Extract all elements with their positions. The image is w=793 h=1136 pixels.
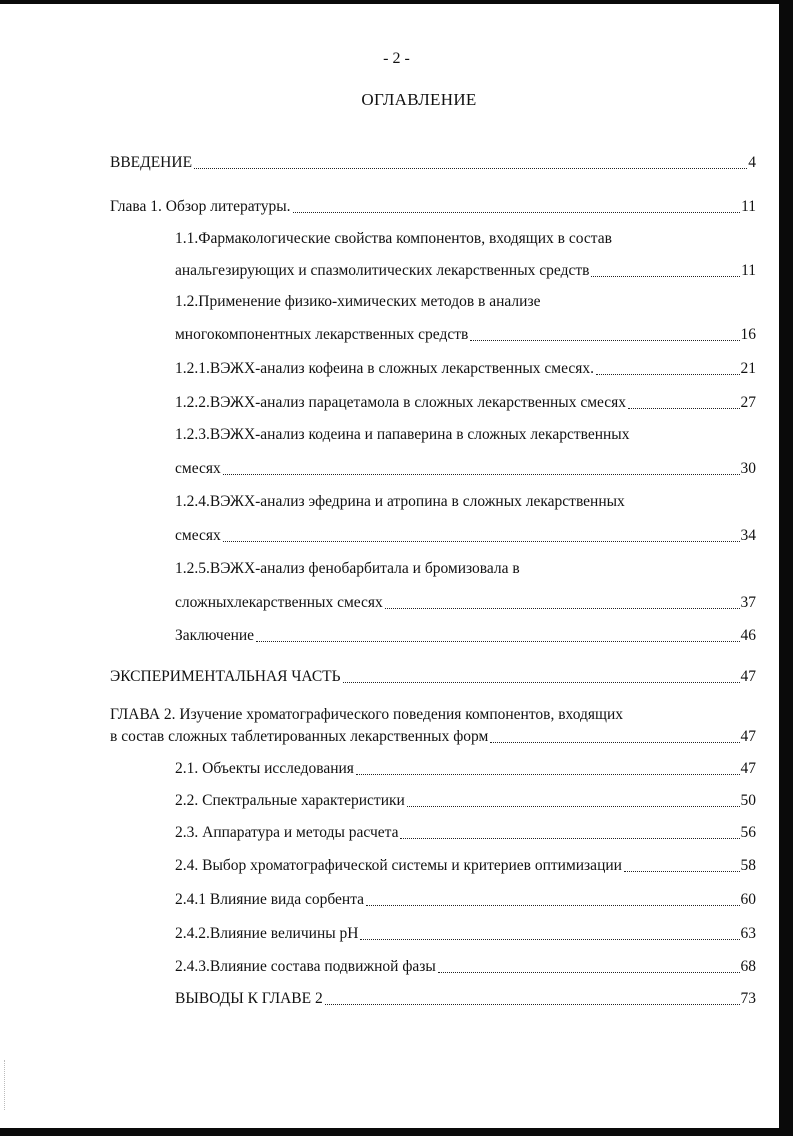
toc-title: ОГЛАВЛЕНИЕ [361, 90, 477, 109]
toc-entry-introduction: ВВЕДЕНИЕ 4 [110, 154, 756, 171]
toc-entry-1-2-4-line1: 1.2.4.ВЭЖХ-анализ эфедрина и атропина в сложных лекарственных [175, 493, 625, 510]
toc-page-number: 21 [740, 360, 756, 377]
toc-page-number: 4 [748, 154, 756, 171]
toc-entry-1-2-2: 1.2.2.ВЭЖХ-анализ парацетамола в сложных лекарственных смесях 27 [175, 394, 756, 411]
toc-entry-chapter-1: Глава 1. Обзор литературы. 11 [110, 198, 756, 215]
toc-entry-1-2-line1: 1.2.Применение физико-химических методов в анализе [175, 293, 541, 310]
toc-entry-1-1-line1: 1.1.Фармакологические свойства компонентов, входящих в состав [175, 230, 612, 247]
toc-page-number: 73 [740, 990, 756, 1007]
toc-entry-conclusion-1: Заключение 46 [175, 627, 756, 644]
toc-page-number: 56 [740, 824, 756, 841]
toc-entry-2-4-3: 2.4.3.Влияние состава подвижной фазы 68 [175, 958, 756, 975]
toc-page-number: 34 [740, 527, 756, 544]
scan-border-top [0, 0, 793, 4]
toc-entry-1-1: анальгезирующих и спазмолитических лекарственных средств 11 [175, 262, 756, 279]
toc-page-number: 63 [740, 925, 756, 942]
toc-entry-1-2: многокомпонентных лекарственных средств 16 [175, 326, 756, 343]
toc-page-number: 30 [740, 460, 756, 477]
toc-entry-experimental: ЭКСПЕРИМЕНТАЛЬНАЯ ЧАСТЬ 47 [110, 668, 756, 685]
toc-entry-chapter-2: в состав сложных таблетированных лекарственных форм 47 [110, 728, 756, 745]
toc-page-number: 68 [740, 958, 756, 975]
toc-page-number: 47 [740, 728, 756, 745]
toc-entry-1-2-4: смесях 34 [175, 527, 756, 544]
toc-entry-2-2: 2.2. Спектральные характеристики 50 [175, 792, 756, 809]
toc-page-number: 50 [740, 792, 756, 809]
toc-entry-2-4-1: 2.4.1 Влияние вида сорбента 60 [175, 891, 756, 908]
toc-page-number: 47 [740, 760, 756, 777]
toc-entry-1-2-5-line1: 1.2.5.ВЭЖХ-анализ фенобарбитала и бромизовала в [175, 560, 520, 577]
toc-entry-2-1: 2.1. Объекты исследования 47 [175, 760, 756, 777]
toc-page-number: 11 [741, 198, 756, 215]
scan-artifact [4, 1060, 8, 1110]
toc-entry-1-2-5: сложныхлекарственных смесях 37 [175, 594, 756, 611]
toc-entry-1-2-3-line1: 1.2.3.ВЭЖХ-анализ кодеина и папаверина в сложных лекарственных [175, 426, 630, 443]
toc-page-number: 58 [740, 857, 756, 874]
toc-page-number: 47 [740, 668, 756, 685]
scan-border-bottom [0, 1128, 793, 1136]
toc-entry-2-4: 2.4. Выбор хроматографической системы и критериев оптимизации 58 [175, 857, 756, 874]
toc-entry-chapter-2-line1: ГЛАВА 2. Изучение хроматографического поведения компонентов, входящих [110, 706, 623, 723]
toc-page-number: 46 [740, 627, 756, 644]
toc-page-number: 27 [740, 394, 756, 411]
toc-page-number: 11 [741, 262, 756, 279]
page-number: - 2 - [383, 50, 410, 67]
toc-page-number: 37 [740, 594, 756, 611]
toc-page-number: 16 [740, 326, 756, 343]
toc-entry-2-4-2: 2.4.2.Влияние величины pH 63 [175, 925, 756, 942]
scan-border-right [779, 0, 793, 1136]
toc-entry-1-2-3: смесях 30 [175, 460, 756, 477]
toc-entry-1-2-1: 1.2.1.ВЭЖХ-анализ кофеина в сложных лекарственных смесях. 21 [175, 360, 756, 377]
toc-page-number: 60 [740, 891, 756, 908]
toc-entry-conclusions-chapter-2: ВЫВОДЫ К ГЛАВЕ 2 73 [175, 990, 756, 1007]
toc-entry-2-3: 2.3. Аппаратура и методы расчета 56 [175, 824, 756, 841]
